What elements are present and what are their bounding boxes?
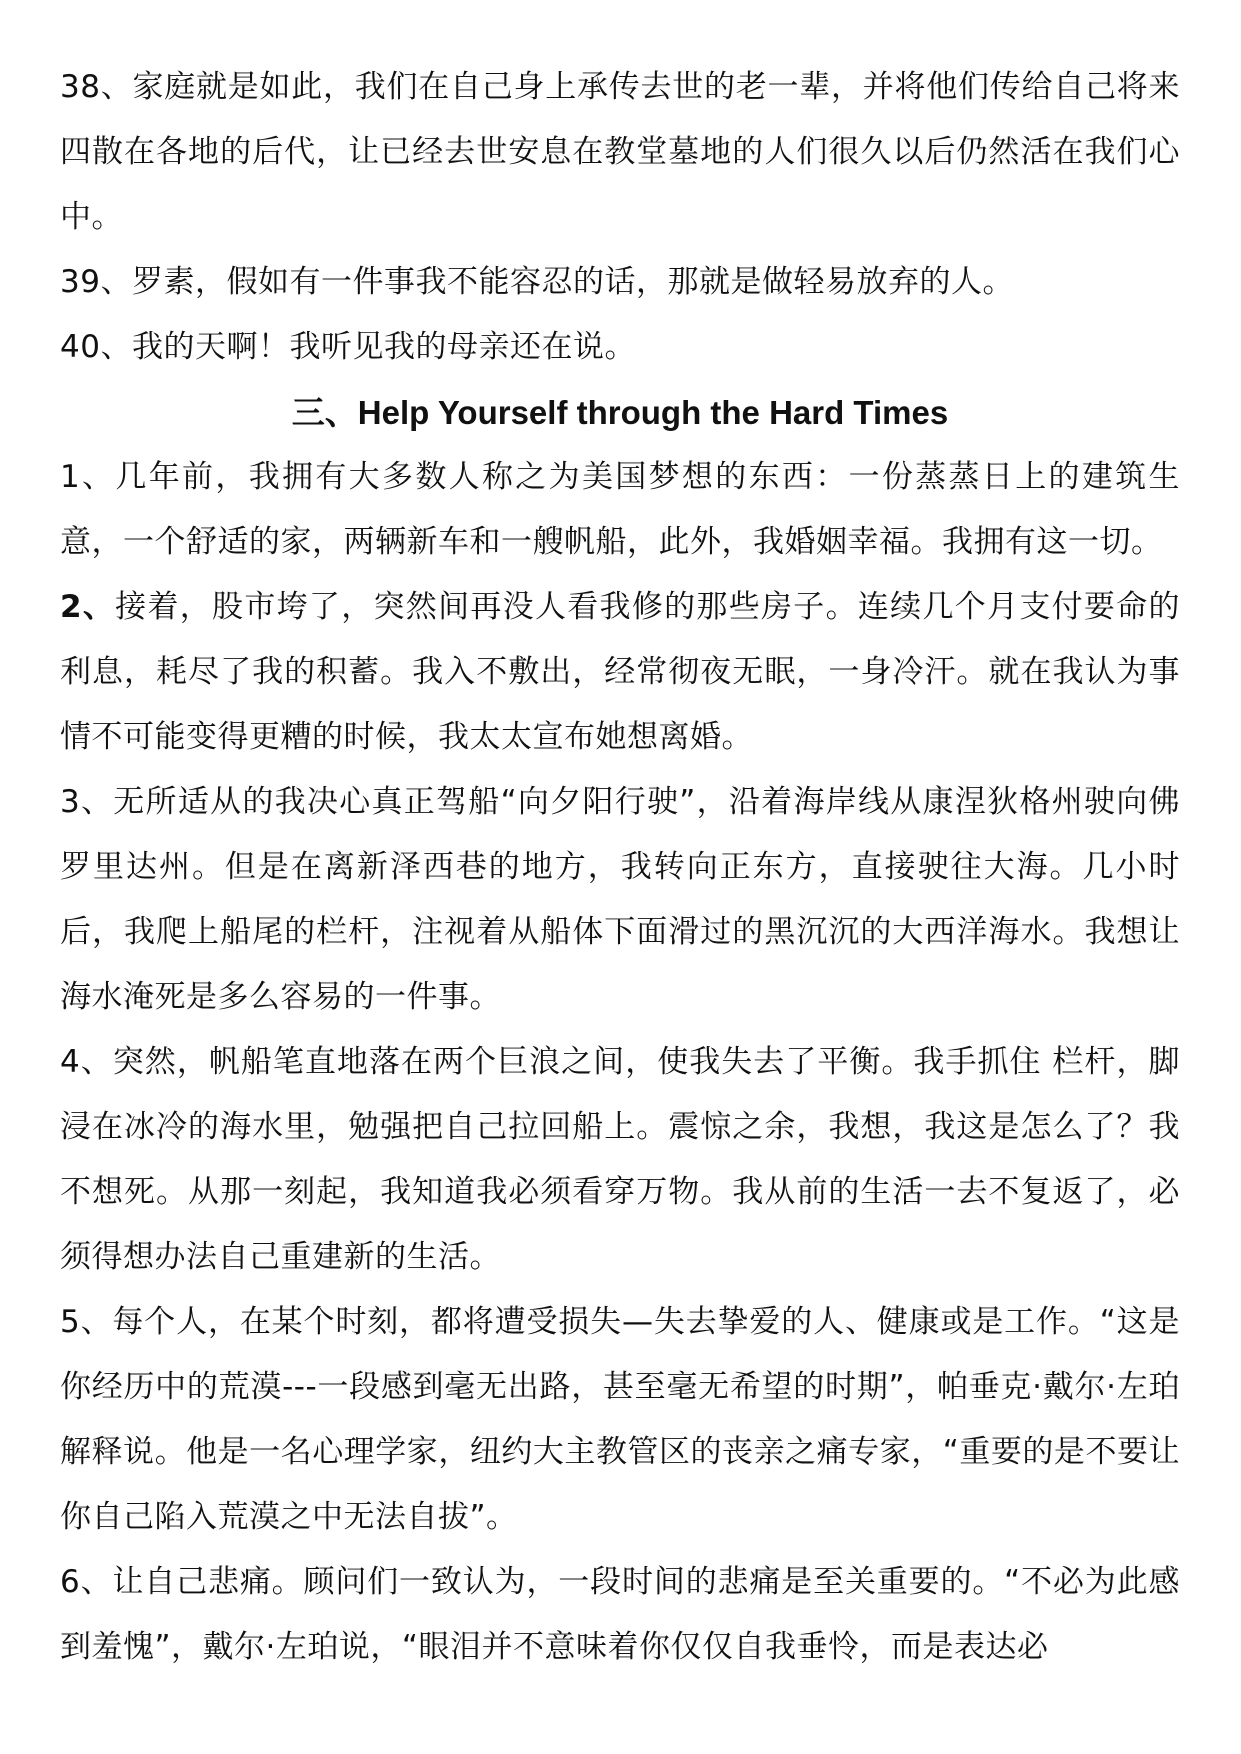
paragraph-text: 无所适从的我决心真正驾船“向夕阳行驶”，沿着海岸线从康涅狄格州驶向佛罗里达州。但是在离新泽西巷的地方，我转向正东方，直接驶往大海。几小时后，我爬上船尾的栏杆，注视着从船体下面滑过的黑沉沉的大西洋海水。我想让海水淹死是多么容易的一件事。 xyxy=(60,784,1180,1015)
paragraph-text: 我的天啊！我听见我的母亲还在说。 xyxy=(131,329,636,365)
paragraph-6 xyxy=(60,1550,1180,1680)
paragraph-4 xyxy=(60,1030,1180,1290)
paragraph-text: 几年前，我拥有大多数人称之为美国梦想的东西：一份蒸蒸日上的建筑生意，一个舒适的家，两辆新车和一艘帆船，此外，我婚姻幸福。我拥有这一切。 xyxy=(60,459,1181,560)
paragraph-40 xyxy=(60,315,1180,380)
paragraph-text: 罗素，假如有一件事我不能容忍的话，那就是做轻易放弃的人。 xyxy=(131,264,1014,300)
paragraph-number: 3、 xyxy=(60,784,114,820)
paragraph-text: 接着，股市垮了，突然间再没人看我修的那些房子。连续几个月支付要命的利息，耗尽了我的积蓄。我入不敷出，经常彻夜无眠，一身冷汗。就在我认为事情不可能变得更糟的时候，我太太宣布她想离婚。 xyxy=(60,589,1180,755)
paragraph-number: 5、 xyxy=(60,1304,113,1340)
paragraph-39 xyxy=(60,250,1180,315)
paragraph-number: 38、 xyxy=(60,69,133,105)
paragraph-text: 每个人，在某个时刻，都将遭受损失—失去挚爱的人、健康或是工作。“这是你经历中的荒漠---一段感到毫无出路，甚至毫无希望的时期”，帕垂克·戴尔·左珀解释说。他是一名心理学家，纽约大主教管区的丧亲之痛专家，“重要的是不要让你自己陷入荒漠之中无法自拔”。 xyxy=(60,1304,1180,1535)
paragraph-text: 突然，帆船笔直地落在两个巨浪之间，使我失去了平衡。我手抓住 栏杆，脚浸在冰冷的海水里，勉强把自己拉回船上。震惊之余，我想，我这是怎么了？我不想死。从那一刻起，我知道我必须看穿万物。我从前的生活一去不复返了，必须得想办法自己重建新的生活。 xyxy=(60,1044,1180,1275)
paragraph-number: 39、 xyxy=(60,264,132,300)
paragraph-text: 家庭就是如此，我们在自己身上承传去世的老一辈，并将他们传给自己将来四散在各地的后代，让已经去世安息在教堂墓地的人们很久以后仍然活在我们心中。 xyxy=(60,69,1180,235)
paragraph-number: 40、 xyxy=(60,329,132,365)
paragraph-3 xyxy=(60,770,1180,1030)
paragraph-5 xyxy=(60,1290,1180,1550)
paragraph-number: 1、 xyxy=(60,459,116,495)
section-heading: 三、Help Yourself through the Hard Times xyxy=(291,394,949,431)
paragraph-number: 2、 xyxy=(60,589,116,625)
paragraph-38 xyxy=(60,55,1180,250)
paragraph-1 xyxy=(60,445,1180,575)
paragraph-number: 4、 xyxy=(60,1044,113,1080)
document-page xyxy=(60,55,1180,1680)
paragraph-text: 让自己悲痛。顾问们一致认为，一段时间的悲痛是至关重要的。“不必为此感到羞愧”，戴尔·左珀说，“眼泪并不意味着你仅仅自我垂怜，而是表达必 xyxy=(60,1564,1180,1665)
paragraph-number: 6、 xyxy=(60,1564,113,1600)
paragraph-2 xyxy=(60,575,1180,770)
